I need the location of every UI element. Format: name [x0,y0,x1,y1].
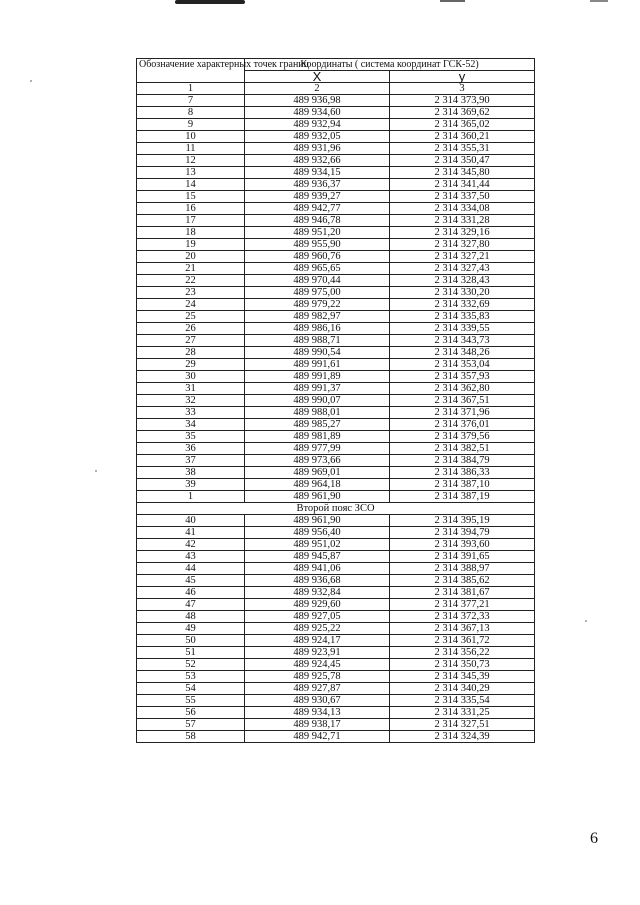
point-number: 49 [137,623,245,635]
point-number: 16 [137,203,245,215]
x-coordinate: 489 925,22 [245,623,390,635]
table-row [137,695,535,707]
point-number: 57 [137,719,245,731]
x-coordinate: 489 985,27 [245,419,390,431]
x-coordinate: 489 990,07 [245,395,390,407]
point-number: 14 [137,179,245,191]
table-row [137,647,535,659]
y-coordinate: 2 314 327,21 [390,251,535,263]
y-coordinate: 2 314 367,13 [390,623,535,635]
y-coordinate: 2 314 327,43 [390,263,535,275]
y-coordinate: 2 314 386,33 [390,467,535,479]
y-coordinate: 2 314 343,73 [390,335,535,347]
page-number: 6 [590,830,598,847]
point-designation-header: Обозначение характерных точек границ [137,59,245,83]
table-row [137,455,535,467]
point-number: 58 [137,731,245,743]
table-row [137,683,535,695]
y-coordinate: 2 314 356,22 [390,647,535,659]
scan-artifact [590,0,608,2]
y-coordinate: 2 314 387,10 [390,479,535,491]
point-number: 12 [137,155,245,167]
x-coordinate: 489 942,71 [245,731,390,743]
point-number: 10 [137,131,245,143]
table-row [137,563,535,575]
table-row [137,143,535,155]
x-coordinate: 489 932,66 [245,155,390,167]
point-number: 51 [137,647,245,659]
point-number: 55 [137,695,245,707]
table-row [137,635,535,647]
table-row [137,575,535,587]
zone-one-rows [137,95,535,503]
y-coordinate: 2 314 376,01 [390,419,535,431]
table-row [137,275,535,287]
x-coordinate: 489 936,37 [245,179,390,191]
table-row [137,419,535,431]
point-number: 44 [137,563,245,575]
x-coordinate: 489 929,60 [245,599,390,611]
section-divider [137,503,535,515]
x-coordinate: 489 990,54 [245,347,390,359]
x-coordinate: 489 988,01 [245,407,390,419]
y-coordinate: 2 314 341,44 [390,179,535,191]
scan-speck [30,80,32,82]
y-coordinate: 2 314 362,80 [390,383,535,395]
point-number: 47 [137,599,245,611]
point-number: 41 [137,527,245,539]
x-coordinate: 489 961,90 [245,515,390,527]
point-number: 37 [137,455,245,467]
y-coordinate: 2 314 348,26 [390,347,535,359]
y-coordinate: 2 314 331,25 [390,707,535,719]
y-coordinate: 2 314 360,21 [390,131,535,143]
point-number: 35 [137,431,245,443]
x-coordinate: 489 986,16 [245,323,390,335]
table-row [137,671,535,683]
table-row [137,347,535,359]
x-coordinate: 489 977,99 [245,443,390,455]
y-coordinate: 2 314 329,16 [390,227,535,239]
y-coordinate: 2 314 324,39 [390,731,535,743]
point-number: 24 [137,299,245,311]
x-coordinate: 489 979,22 [245,299,390,311]
table-row [137,551,535,563]
x-coordinate: 489 951,20 [245,227,390,239]
y-coordinate: 2 314 345,39 [390,671,535,683]
x-coordinate: 489 973,66 [245,455,390,467]
y-axis-header: у [390,71,535,83]
x-coordinate: 489 939,27 [245,191,390,203]
point-number: 7 [137,95,245,107]
point-number: 38 [137,467,245,479]
x-coordinate: 489 925,78 [245,671,390,683]
y-coordinate: 2 314 335,83 [390,311,535,323]
y-coordinate: 2 314 332,69 [390,299,535,311]
y-coordinate: 2 314 367,51 [390,395,535,407]
point-number: 48 [137,611,245,623]
point-number: 50 [137,635,245,647]
table-row [137,611,535,623]
table-row [137,335,535,347]
point-number: 11 [137,143,245,155]
x-coordinate: 489 927,05 [245,611,390,623]
scan-artifact [175,0,245,4]
x-coordinate: 489 932,84 [245,587,390,599]
x-coordinate: 489 956,40 [245,527,390,539]
point-number: 1 [137,491,245,503]
x-coordinate: 489 945,87 [245,551,390,563]
y-coordinate: 2 314 328,43 [390,275,535,287]
point-number: 45 [137,575,245,587]
table-row [137,215,535,227]
table-row [137,443,535,455]
y-coordinate: 2 314 371,96 [390,407,535,419]
table-row [137,383,535,395]
table-row [137,407,535,419]
x-coordinate: 489 934,60 [245,107,390,119]
point-number: 29 [137,359,245,371]
y-coordinate: 2 314 361,72 [390,635,535,647]
x-coordinate: 489 931,96 [245,143,390,155]
table-row [137,167,535,179]
x-coordinate: 489 934,13 [245,707,390,719]
x-axis-header: X [245,71,390,83]
x-coordinate: 489 936,68 [245,575,390,587]
table-row [137,707,535,719]
point-number: 25 [137,311,245,323]
point-number: 15 [137,191,245,203]
scan-speck [585,620,587,622]
point-number: 19 [137,239,245,251]
point-number: 13 [137,167,245,179]
y-coordinate: 2 314 337,50 [390,191,535,203]
y-coordinate: 2 314 382,51 [390,443,535,455]
point-number: 34 [137,419,245,431]
x-coordinate: 489 982,97 [245,311,390,323]
point-number: 39 [137,479,245,491]
point-number: 17 [137,215,245,227]
table-row [137,599,535,611]
y-coordinate: 2 314 393,60 [390,539,535,551]
point-number: 53 [137,671,245,683]
point-number: 23 [137,287,245,299]
point-number: 46 [137,587,245,599]
y-coordinate: 2 314 369,62 [390,107,535,119]
y-coordinate: 2 314 330,20 [390,287,535,299]
table-row [137,731,535,743]
x-coordinate: 489 932,05 [245,131,390,143]
y-coordinate: 2 314 345,80 [390,167,535,179]
table-row [137,131,535,143]
table-row [137,431,535,443]
point-number: 43 [137,551,245,563]
zone-two-rows [137,515,535,743]
point-number: 20 [137,251,245,263]
y-coordinate: 2 314 340,29 [390,683,535,695]
table-row [137,719,535,731]
point-number: 26 [137,323,245,335]
y-coordinate: 2 314 373,90 [390,95,535,107]
x-coordinate: 489 969,01 [245,467,390,479]
x-coordinate: 489 960,76 [245,251,390,263]
table-row [137,323,535,335]
point-number: 33 [137,407,245,419]
point-number: 36 [137,443,245,455]
x-coordinate: 489 964,18 [245,479,390,491]
x-coordinate: 489 965,65 [245,263,390,275]
y-coordinate: 2 314 384,79 [390,455,535,467]
table-row [137,539,535,551]
y-coordinate: 2 314 377,21 [390,599,535,611]
x-coordinate: 489 975,00 [245,287,390,299]
table-row [137,359,535,371]
table-row [137,479,535,491]
x-coordinate: 489 970,44 [245,275,390,287]
table-row [137,395,535,407]
table-row [137,287,535,299]
point-number: 42 [137,539,245,551]
x-coordinate: 489 924,17 [245,635,390,647]
x-coordinate: 489 924,45 [245,659,390,671]
y-coordinate: 2 314 387,19 [390,491,535,503]
x-coordinate: 489 927,87 [245,683,390,695]
y-coordinate: 2 314 395,19 [390,515,535,527]
coordinate-system-header: Координаты ( система координат ГСК-52) [245,59,535,71]
point-number: 32 [137,395,245,407]
table-row [137,311,535,323]
point-number: 40 [137,515,245,527]
point-number: 18 [137,227,245,239]
table-row [137,467,535,479]
point-number: 27 [137,335,245,347]
x-coordinate: 489 955,90 [245,239,390,251]
y-coordinate: 2 314 334,08 [390,203,535,215]
table-row [137,107,535,119]
table-row [137,527,535,539]
table-row [137,227,535,239]
y-coordinate: 2 314 394,79 [390,527,535,539]
table-row [137,515,535,527]
x-coordinate: 489 991,37 [245,383,390,395]
point-number: 9 [137,119,245,131]
coordinates-table [136,58,535,743]
x-coordinate: 489 981,89 [245,431,390,443]
x-coordinate: 489 934,15 [245,167,390,179]
point-number: 52 [137,659,245,671]
y-coordinate: 2 314 372,33 [390,611,535,623]
x-coordinate: 489 942,77 [245,203,390,215]
table-row [137,491,535,503]
table-row [137,191,535,203]
table-row [137,95,535,107]
point-number: 8 [137,107,245,119]
point-number: 56 [137,707,245,719]
x-coordinate: 489 988,71 [245,335,390,347]
table-row [137,179,535,191]
point-number: 30 [137,371,245,383]
y-coordinate: 2 314 357,93 [390,371,535,383]
column-number: 1 [137,83,245,95]
y-coordinate: 2 314 391,65 [390,551,535,563]
y-coordinate: 2 314 381,67 [390,587,535,599]
column-number: 3 [390,83,535,95]
x-coordinate: 489 991,61 [245,359,390,371]
x-coordinate: 489 961,90 [245,491,390,503]
y-coordinate: 2 314 355,31 [390,143,535,155]
table-row [137,371,535,383]
point-number: 21 [137,263,245,275]
y-coordinate: 2 314 327,51 [390,719,535,731]
x-coordinate: 489 991,89 [245,371,390,383]
section-label: Второй пояс ЗСО [137,503,535,515]
scan-speck [95,470,97,472]
y-coordinate: 2 314 339,55 [390,323,535,335]
y-coordinate: 2 314 335,54 [390,695,535,707]
x-coordinate: 489 923,91 [245,647,390,659]
table-row [137,587,535,599]
y-coordinate: 2 314 327,80 [390,239,535,251]
point-number: 31 [137,383,245,395]
table-row [137,623,535,635]
x-coordinate: 489 932,94 [245,119,390,131]
x-coordinate: 489 936,98 [245,95,390,107]
table-row [137,263,535,275]
x-coordinate: 489 951,02 [245,539,390,551]
x-coordinate: 489 930,67 [245,695,390,707]
table-row [137,203,535,215]
y-coordinate: 2 314 365,02 [390,119,535,131]
point-number: 54 [137,683,245,695]
y-coordinate: 2 314 353,04 [390,359,535,371]
y-coordinate: 2 314 350,73 [390,659,535,671]
y-coordinate: 2 314 350,47 [390,155,535,167]
y-coordinate: 2 314 388,97 [390,563,535,575]
point-number: 28 [137,347,245,359]
table-row [137,659,535,671]
y-coordinate: 2 314 331,28 [390,215,535,227]
y-coordinate: 2 314 379,56 [390,431,535,443]
table-row [137,119,535,131]
x-coordinate: 489 938,17 [245,719,390,731]
y-coordinate: 2 314 385,62 [390,575,535,587]
table-row [137,299,535,311]
point-number: 22 [137,275,245,287]
table-row [137,239,535,251]
column-number: 2 [245,83,390,95]
x-coordinate: 489 941,06 [245,563,390,575]
scan-artifact [440,0,465,2]
x-coordinate: 489 946,78 [245,215,390,227]
table-row [137,251,535,263]
table-row [137,155,535,167]
